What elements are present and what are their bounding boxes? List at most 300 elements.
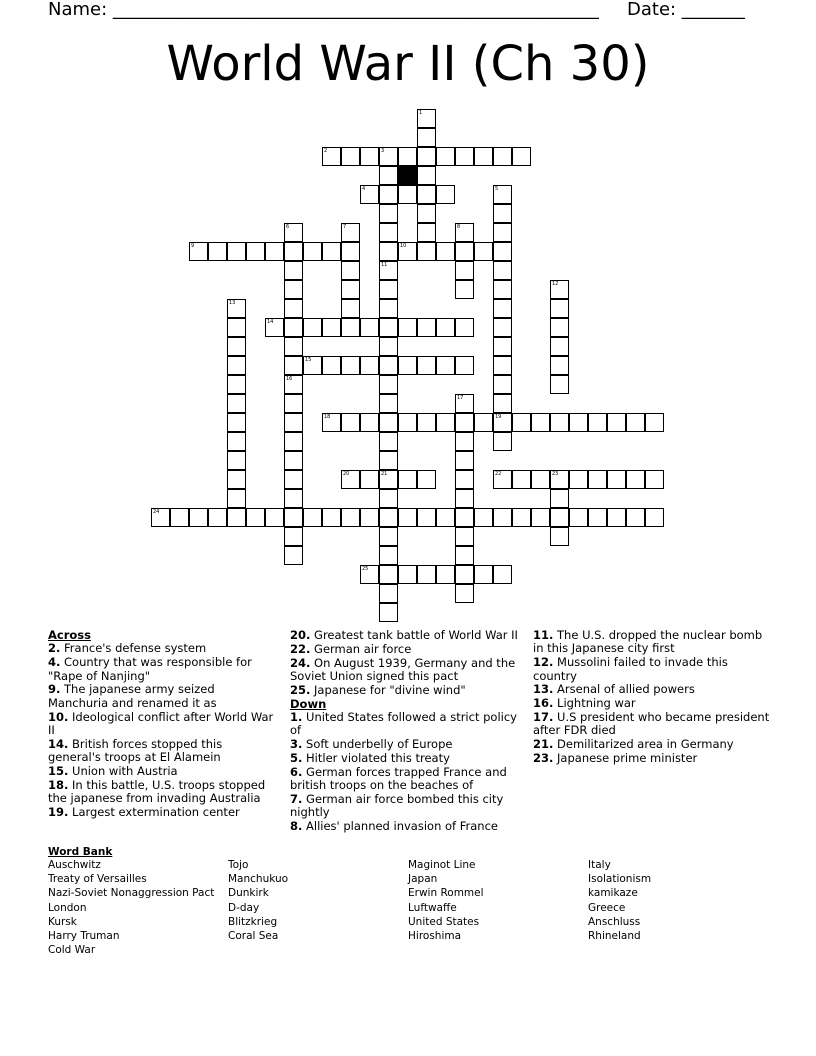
clue-number: 11. [533, 628, 554, 642]
clue [533, 697, 773, 710]
crossword-cell[interactable] [550, 299, 569, 318]
crossword-cell[interactable] [284, 546, 303, 565]
crossword-cell[interactable] [379, 204, 398, 223]
clue-number: 14. [48, 736, 69, 751]
crossword-cell[interactable] [170, 508, 189, 527]
crossword-cell[interactable] [360, 356, 379, 375]
crossword-cell[interactable] [379, 508, 398, 527]
clue-text: British forces stopped this general's troops at El Alamein [48, 736, 223, 765]
crossword-cell[interactable] [208, 508, 227, 527]
crossword-cell[interactable] [493, 508, 512, 527]
crossword-cell[interactable] [455, 508, 474, 527]
crossword-cell[interactable] [550, 470, 569, 489]
down-heading: Down [290, 696, 327, 711]
crossword-cell[interactable] [379, 470, 398, 489]
crossword-cell[interactable] [303, 356, 322, 375]
crossword-cell[interactable] [360, 318, 379, 337]
crossword-cell[interactable] [493, 280, 512, 299]
crossword-cell[interactable] [227, 508, 246, 527]
word-bank-word: Treaty of Versailles [48, 873, 147, 886]
crossword-cell[interactable] [284, 337, 303, 356]
crossword-cell[interactable] [436, 147, 455, 166]
crossword-cell[interactable] [303, 508, 322, 527]
crossword-cell[interactable] [227, 394, 246, 413]
clue-number: 23. [533, 751, 554, 765]
cell-number: 3 [381, 148, 385, 154]
clue [290, 657, 520, 684]
clue [290, 766, 520, 793]
crossword-cell[interactable] [379, 223, 398, 242]
crossword-cell[interactable] [322, 318, 341, 337]
crossword-cell[interactable] [455, 413, 474, 432]
crossword-cell[interactable] [284, 242, 303, 261]
crossword-cell[interactable] [417, 147, 436, 166]
crossword-cell[interactable] [455, 147, 474, 166]
crossword-cell[interactable] [474, 565, 493, 584]
crossword-cell[interactable] [550, 489, 569, 508]
crossword-cell[interactable] [493, 223, 512, 242]
crossword-cell[interactable] [417, 185, 436, 204]
cell-number: 25 [362, 566, 369, 572]
crossword-cell[interactable] [227, 413, 246, 432]
cell-number: 15 [305, 357, 312, 363]
clue-text: Soft underbelly of Europe [302, 737, 453, 752]
word-bank-column [408, 858, 484, 943]
crossword-cell[interactable] [379, 166, 398, 185]
cell-number: 7 [343, 224, 347, 230]
crossword-cell[interactable] [493, 318, 512, 337]
word-bank-word: Hiroshima [408, 930, 462, 943]
clue [48, 765, 278, 778]
crossword-cell[interactable] [284, 299, 303, 318]
clue-number: 9. [48, 682, 61, 697]
crossword-cell[interactable] [398, 318, 417, 337]
crossword-cell[interactable] [455, 527, 474, 546]
crossword-cell[interactable] [379, 603, 398, 622]
crossword-cell[interactable] [284, 470, 303, 489]
crossword-cell[interactable] [151, 508, 170, 527]
cell-number: 1 [419, 110, 423, 116]
crossword-cell[interactable] [303, 318, 322, 337]
crossword-cell[interactable] [284, 261, 303, 280]
crossword-cell[interactable] [436, 185, 455, 204]
crossword-cell[interactable] [322, 356, 341, 375]
crossword-cell[interactable] [322, 413, 341, 432]
crossword-cell[interactable] [227, 470, 246, 489]
cell-number: 13 [229, 300, 236, 306]
crossword-cell[interactable] [493, 299, 512, 318]
crossword-cell[interactable] [436, 508, 455, 527]
clue [290, 643, 520, 656]
crossword-cell[interactable] [455, 394, 474, 413]
cell-number: 10 [400, 243, 407, 249]
word-bank-word: London [48, 901, 87, 914]
crossword-cell[interactable] [379, 432, 398, 451]
crossword-cell[interactable] [493, 147, 512, 166]
word-bank-word: Nazi-Soviet Nonaggression Pact [48, 887, 215, 900]
crossword-cell[interactable] [398, 413, 417, 432]
crossword-cell[interactable] [360, 508, 379, 527]
crossword-cell[interactable] [626, 508, 645, 527]
word-bank-column [228, 858, 288, 943]
crossword-cell[interactable] [436, 565, 455, 584]
crossword-cell[interactable] [284, 356, 303, 375]
crossword-cell[interactable] [341, 242, 360, 261]
clue-text: The U.S. dropped the nuclear bomb in this Japanese city first [533, 628, 763, 656]
clue-text: Allies' planned invasion of France [302, 819, 498, 834]
clue [533, 738, 773, 751]
crossword-cell[interactable] [398, 508, 417, 527]
crossword-cell[interactable] [493, 413, 512, 432]
crossword-cell[interactable] [531, 470, 550, 489]
crossword-cell[interactable] [417, 318, 436, 337]
clue-number: 15. [48, 764, 69, 779]
crossword-cell[interactable] [417, 109, 436, 128]
clue-number: 17. [533, 710, 554, 724]
cell-number: 21 [381, 471, 388, 477]
cell-number: 19 [495, 414, 502, 420]
crossword-cell[interactable] [398, 470, 417, 489]
clue-number: 13. [533, 682, 554, 697]
crossword-cell[interactable] [379, 242, 398, 261]
crossword-cell[interactable] [550, 318, 569, 337]
word-bank-word: Erwin Rommel [408, 887, 484, 900]
crossword-cell[interactable] [550, 527, 569, 546]
crossword-cell[interactable] [398, 185, 417, 204]
crossword-cell[interactable] [341, 508, 360, 527]
clues-column-2 [290, 629, 520, 834]
crossword-cell[interactable] [455, 432, 474, 451]
clue-number: 4. [48, 655, 61, 670]
clue-text: United States followed a strict policy of [290, 710, 517, 738]
crossword-cell[interactable] [265, 508, 284, 527]
crossword-cell[interactable] [341, 280, 360, 299]
crossword-cell[interactable] [455, 489, 474, 508]
word-bank-word: United States [408, 915, 480, 928]
clue-text: The japanese army seized Manchuria and renamed it as [48, 682, 217, 710]
crossword-cell[interactable] [360, 565, 379, 584]
crossword-cell[interactable] [398, 147, 417, 166]
crossword-cell[interactable] [379, 451, 398, 470]
crossword-cell[interactable] [417, 223, 436, 242]
crossword-cell[interactable] [379, 546, 398, 565]
cell-number: 18 [324, 414, 331, 420]
crossword-cell[interactable] [645, 413, 664, 432]
crossword-cell[interactable] [550, 337, 569, 356]
crossword-cell[interactable] [417, 128, 436, 147]
crossword-cell[interactable] [417, 470, 436, 489]
crossword-cell[interactable] [550, 280, 569, 299]
clue-text: Demilitarized area in Germany [553, 737, 734, 752]
crossword-cell[interactable] [227, 375, 246, 394]
crossword-cell[interactable] [588, 470, 607, 489]
crossword-cell[interactable] [645, 470, 664, 489]
crossword-cell[interactable] [645, 508, 664, 527]
crossword-cell[interactable] [322, 242, 341, 261]
word-bank-word: Japan [408, 873, 438, 886]
crossword-cell[interactable] [436, 242, 455, 261]
crossword-cell[interactable] [227, 318, 246, 337]
crossword-cell[interactable] [379, 299, 398, 318]
crossword-cell[interactable] [531, 413, 550, 432]
crossword-cell[interactable] [341, 261, 360, 280]
clue [48, 711, 278, 738]
word-bank-word: Maginot Line [408, 859, 476, 871]
clue [533, 711, 773, 738]
crossword-cell[interactable] [341, 223, 360, 242]
crossword-cell[interactable] [379, 261, 398, 280]
crossword-cell[interactable] [189, 242, 208, 261]
crossword-cell[interactable] [626, 470, 645, 489]
crossword-cell[interactable] [493, 375, 512, 394]
crossword-cell[interactable] [455, 546, 474, 565]
word-bank-word: Dunkirk [228, 887, 269, 900]
crossword-cell[interactable] [417, 166, 436, 185]
crossword-cell[interactable] [417, 565, 436, 584]
clues-column-3 [533, 629, 773, 766]
clue-text: Country that was responsible for "Rape of Nanjing" [48, 655, 252, 683]
crossword-cell[interactable] [626, 413, 645, 432]
word-bank-word: kamikaze [588, 887, 638, 900]
crossword-cell[interactable] [607, 413, 626, 432]
crossword-cell[interactable] [189, 508, 208, 527]
clue-number: 12. [533, 655, 554, 670]
word-bank-word: Coral Sea [228, 930, 279, 943]
crossword-cell[interactable] [550, 375, 569, 394]
crossword-cell[interactable] [455, 223, 474, 242]
clue-text: Hitler violated this treaty [302, 751, 450, 765]
clue-text: Japanese for "divine wind" [310, 682, 466, 697]
clue [48, 642, 278, 655]
crossword-cell[interactable] [341, 299, 360, 318]
crossword-cell[interactable] [607, 470, 626, 489]
crossword-cell[interactable] [436, 318, 455, 337]
clue-number: 5. [290, 751, 303, 765]
crossword-cell[interactable] [265, 242, 284, 261]
clue-text: Greatest tank battle of World War II [310, 628, 518, 642]
clue [48, 806, 278, 819]
crossword-cell[interactable] [417, 356, 436, 375]
crossword-cell[interactable] [493, 204, 512, 223]
crossword-cell[interactable] [493, 394, 512, 413]
crossword-cell[interactable] [227, 242, 246, 261]
crossword-cell[interactable] [284, 318, 303, 337]
crossword-cell[interactable] [455, 565, 474, 584]
crossword-cell[interactable] [227, 489, 246, 508]
clue [290, 793, 520, 820]
clue-text: Ideological conflict after World War II [48, 709, 274, 738]
crossword-cell[interactable] [284, 375, 303, 394]
crossword-cell[interactable] [379, 356, 398, 375]
clue [290, 738, 520, 751]
crossword-cell[interactable] [322, 508, 341, 527]
cell-number: 5 [495, 186, 499, 192]
crossword-cell[interactable] [512, 470, 531, 489]
cell-number: 2 [324, 148, 328, 154]
clue-text: German forces trapped France and british troops on the beaches of [290, 764, 507, 793]
crossword-cell[interactable] [455, 261, 474, 280]
crossword-cell[interactable] [474, 147, 493, 166]
clue-number: 7. [290, 792, 303, 806]
crossword-cell[interactable] [246, 508, 265, 527]
word-bank-word: D-day [228, 901, 260, 914]
crossword-cell[interactable] [303, 242, 322, 261]
crossword-cell[interactable] [417, 508, 436, 527]
crossword-cell[interactable] [227, 356, 246, 375]
crossword-cell[interactable] [322, 147, 341, 166]
crossword-cell[interactable] [284, 432, 303, 451]
word-bank-column [588, 858, 651, 943]
cell-number: 20 [343, 471, 350, 477]
crossword-cell[interactable] [569, 508, 588, 527]
crossword-cell[interactable] [512, 508, 531, 527]
crossword-cell[interactable] [493, 470, 512, 489]
crossword-cell[interactable] [379, 413, 398, 432]
crossword-cell[interactable] [284, 451, 303, 470]
crossword-cell[interactable] [417, 204, 436, 223]
crossword-cell[interactable] [284, 223, 303, 242]
clue [290, 684, 520, 697]
crossword-cell[interactable] [455, 584, 474, 603]
crossword-cell[interactable] [493, 261, 512, 280]
crossword-cell[interactable] [588, 413, 607, 432]
clue-number: 1. [290, 710, 303, 724]
crossword-cell[interactable] [284, 489, 303, 508]
crossword-cell[interactable] [379, 565, 398, 584]
crossword-cell[interactable] [398, 565, 417, 584]
crossword-cell[interactable] [398, 356, 417, 375]
word-bank-word: Luftwaffe [408, 901, 457, 914]
crossword-cell[interactable] [474, 413, 493, 432]
crossword-cell[interactable] [493, 356, 512, 375]
clue-number: 19. [48, 805, 69, 820]
clue-text: In this battle, U.S. troops stopped the japanese from invading Australia [48, 777, 266, 806]
crossword-cell[interactable] [379, 280, 398, 299]
crossword-cell[interactable] [360, 147, 379, 166]
crossword-cell[interactable] [284, 280, 303, 299]
word-bank-word: Manchukuo [228, 873, 289, 886]
clue [290, 820, 520, 833]
crossword-cell[interactable] [341, 470, 360, 489]
crossword-cell[interactable] [265, 318, 284, 337]
crossword-cell[interactable] [550, 508, 569, 527]
clue-number: 24. [290, 655, 311, 670]
crossword-cell[interactable] [417, 413, 436, 432]
word-bank-word: Italy [588, 859, 611, 871]
crossword-cell[interactable] [493, 432, 512, 451]
clue-text: Mussolini failed to invade this country [533, 655, 728, 683]
crossword-cell[interactable] [569, 413, 588, 432]
clue-number: 3. [290, 737, 303, 752]
word-bank-word: Rhineland [588, 930, 641, 943]
crossword-cell[interactable] [341, 413, 360, 432]
crossword-cell[interactable] [284, 413, 303, 432]
crossword-cell[interactable] [455, 280, 474, 299]
clue [290, 629, 520, 642]
clue [533, 752, 773, 765]
crossword-cell[interactable] [227, 337, 246, 356]
clue-text: U.S president who became president after FDR died [533, 710, 770, 738]
clue-number: 20. [290, 628, 311, 642]
word-bank-word: Anschluss [588, 915, 641, 928]
crossword-cell[interactable] [474, 508, 493, 527]
crossword-cell[interactable] [569, 470, 588, 489]
crossword-cell[interactable] [512, 413, 531, 432]
crossword-cell[interactable] [227, 432, 246, 451]
crossword-cell[interactable] [227, 299, 246, 318]
crossword-cell[interactable] [455, 356, 474, 375]
crossword-cell[interactable] [550, 413, 569, 432]
clue [290, 752, 520, 765]
clue-text: German air force bombed this city nightly [290, 792, 504, 820]
crossword-cell[interactable] [493, 565, 512, 584]
crossword-cell[interactable] [379, 489, 398, 508]
crossword-cell[interactable] [436, 356, 455, 375]
crossword-cell[interactable] [379, 185, 398, 204]
crossword-cell[interactable] [493, 185, 512, 204]
word-bank-heading: Word Bank [48, 846, 113, 858]
crossword-cell[interactable] [493, 242, 512, 261]
crossword-cell[interactable] [455, 451, 474, 470]
crossword-cell[interactable] [493, 337, 512, 356]
crossword-cell[interactable] [531, 508, 550, 527]
crossword-cell[interactable] [398, 242, 417, 261]
crossword-cell[interactable] [284, 527, 303, 546]
crossword-cell[interactable] [379, 318, 398, 337]
crossword-cell[interactable] [360, 470, 379, 489]
crossword-cell[interactable] [512, 147, 531, 166]
cell-number: 16 [286, 376, 293, 382]
crossword-cell[interactable] [284, 394, 303, 413]
crossword-cell[interactable] [379, 527, 398, 546]
crossword-cell[interactable] [341, 147, 360, 166]
crossword-cell[interactable] [379, 375, 398, 394]
crossword-cell[interactable] [607, 508, 626, 527]
word-bank-word: Greece [588, 901, 626, 914]
crossword-cell[interactable] [455, 318, 474, 337]
crossword-cell[interactable] [360, 185, 379, 204]
crossword-cell[interactable] [379, 147, 398, 166]
crossword-cell[interactable] [474, 242, 493, 261]
crossword-cell[interactable] [455, 242, 474, 261]
clue-text: Japanese prime minister [553, 751, 698, 765]
cell-number: 24 [153, 509, 160, 515]
cell-number: 12 [552, 281, 559, 287]
crossword-cell[interactable] [379, 584, 398, 603]
clue-text: Union with Austria [68, 764, 178, 779]
clue-number: 21. [533, 737, 554, 752]
crossword-cell[interactable] [417, 242, 436, 261]
crossword-cell[interactable] [284, 508, 303, 527]
crossword-cell[interactable] [379, 337, 398, 356]
crossword-cell[interactable] [341, 318, 360, 337]
crossword-cell[interactable] [455, 470, 474, 489]
crossword-cell[interactable] [379, 394, 398, 413]
crossword-cell[interactable] [550, 356, 569, 375]
clue-text: German air force [310, 641, 412, 656]
crossword-cell[interactable] [588, 508, 607, 527]
crossword-cell[interactable] [208, 242, 227, 261]
crossword-cell[interactable] [246, 242, 265, 261]
clue-text: Lightning war [553, 696, 636, 711]
clue-number: 25. [290, 682, 311, 697]
crossword-cell[interactable] [360, 413, 379, 432]
crossword-cell[interactable] [436, 413, 455, 432]
clue-text: Largest extermination center [68, 805, 240, 820]
crossword-cell[interactable] [227, 451, 246, 470]
page-title: World War II (Ch 30) [166, 36, 650, 92]
crossword-cell[interactable] [341, 356, 360, 375]
